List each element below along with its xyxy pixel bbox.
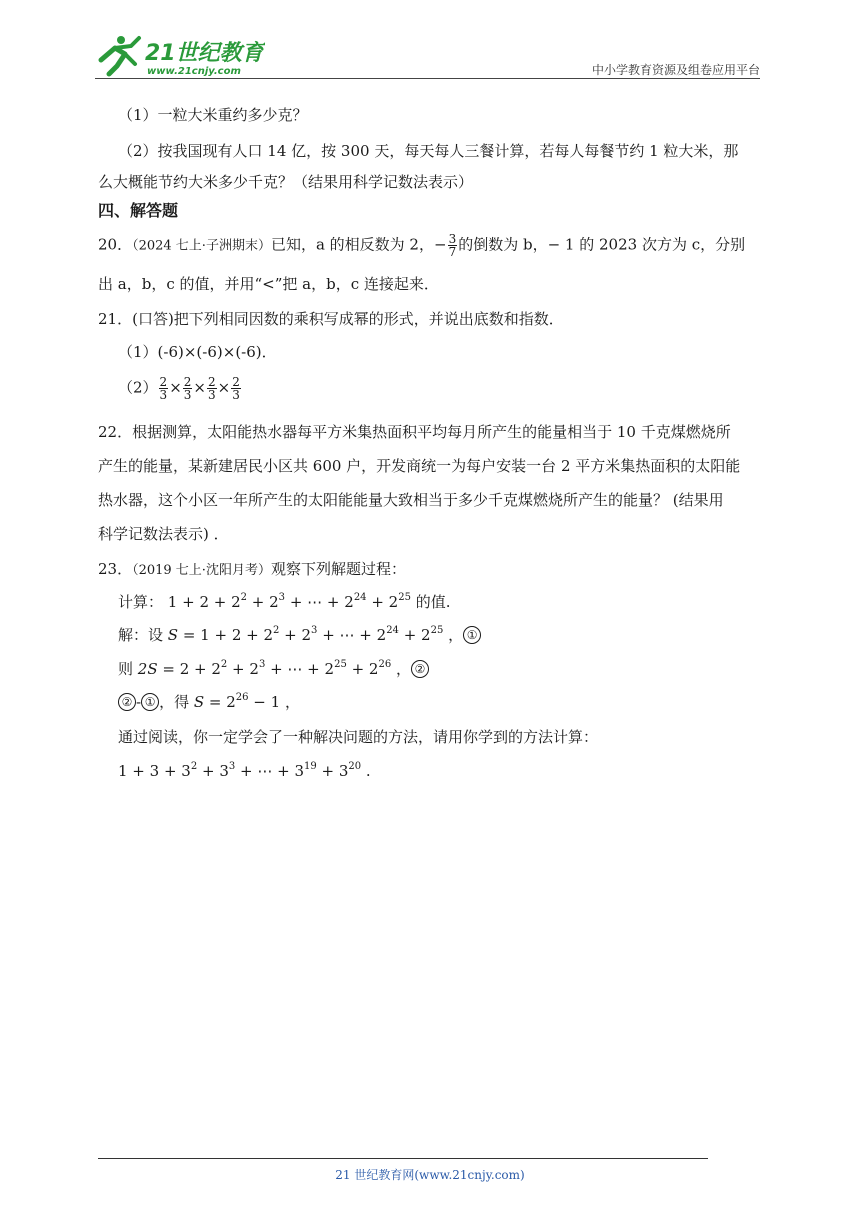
- q23-number: 23．: [98, 560, 133, 578]
- solution-expression: $S = 1 + 2 + 2^2 + 2^3$ + ⋯ + $2^{24} + 2^{25}$: [167, 625, 444, 644]
- q21-frac-4: $\frac{2}{3}$: [232, 375, 240, 402]
- q23-source: （2019 七上·沈阳月考）: [132, 563, 271, 578]
- separator: ，: [443, 626, 464, 644]
- solution-label: 解：设: [118, 626, 168, 644]
- separator: ，: [391, 660, 411, 678]
- q23-intro: 观察下列解题过程：: [270, 560, 406, 578]
- footer-divider: [98, 1158, 708, 1159]
- q20-line2: 出 a，b，c 的值，并用“<”把 a，b，c 连接起来．: [98, 275, 439, 293]
- times-sign: ×: [193, 378, 206, 397]
- q21-part1-label: （1）: [118, 343, 158, 361]
- circle-one: ①: [141, 693, 159, 711]
- q20-source: （2024 七上·子洲期末）: [132, 238, 271, 254]
- q21-part1-expr: (-6)×(-6)×(-6)．: [157, 343, 277, 361]
- q20-frac-sign: −: [433, 235, 447, 254]
- calc-suffix: 的值.: [410, 593, 451, 611]
- q21-frac-2: $\frac{2}{3}$: [183, 375, 192, 402]
- q20-neg-one: − 1: [547, 235, 575, 254]
- q23-line1: [98, 559, 406, 581]
- q22-line2: 产生的能量，某新建居民小区共 600 户，开发商统一为每户安装一台 2 平方米集热面积的太阳能: [98, 457, 741, 475]
- section-title: 四、解答题: [98, 201, 179, 220]
- result-label: ，得: [159, 693, 194, 711]
- calc-expression: $1 + 2 + 2^2 + 2^3$ + ⋯ + $2^{24} + 2^{25}$: [167, 592, 411, 611]
- q21-frac-1: $\frac{2}{3}$: [159, 375, 168, 402]
- circle-two: ②: [411, 660, 429, 678]
- q19-part2-line1: （2）按我国现有人口 14 亿，按 300 天，每天每人三餐计算，若每人每餐节约 1 粒大米，那: [118, 142, 739, 160]
- q23-calc-line: [118, 592, 450, 612]
- circle-one: ①: [463, 626, 481, 644]
- calc-label: 计算：: [118, 593, 164, 611]
- q23-solution-line: [118, 625, 481, 645]
- times-sign: ×: [169, 378, 182, 397]
- q20-text-b: 的倒数为 b，: [458, 235, 548, 254]
- q22-line1: 22．根据测算，太阳能热水器每平方米集热面积平均每月所产生的能量相当于 10 千克煤燃烧所: [98, 423, 731, 441]
- circle-two: ②: [118, 693, 136, 711]
- q21-part2: [118, 376, 242, 401]
- q22-line4: 科学记数法表示) ．: [98, 525, 229, 543]
- logo-url: www.21cnjy.com: [147, 66, 241, 77]
- page-header: [95, 30, 760, 78]
- q23-reading: 通过阅读，你一定学会了一种解决问题的方法，请用你学到的方法计算：: [118, 728, 599, 746]
- 21cnjy-logo: [95, 30, 265, 78]
- then-expression: $2S = 2 + 2^2 + 2^3$ + ⋯ + $2^{25} + 2^{26}$: [137, 659, 392, 678]
- then-label: 则: [118, 660, 138, 678]
- q19-part1: （1）一粒大米重约多少克？: [118, 106, 308, 124]
- result-expression: $S = 2^{26} - 1$ ，: [193, 692, 300, 711]
- q21-part1: [118, 342, 277, 362]
- q23-then-line: [118, 659, 429, 679]
- q21-part2-label: （2）: [118, 378, 158, 397]
- q23-step3-line: [118, 692, 300, 712]
- footer-text: 21 世纪教育网(www.21cnjy.com): [335, 1168, 525, 1182]
- q20-text-a: 已知，a 的相反数为 2，: [270, 235, 434, 254]
- q21-line1: 21．(口答)把下列相同因数的乘积写成幂的形式，并说出底数和指数．: [98, 310, 564, 328]
- q20-line1: [98, 233, 745, 258]
- times-sign: ×: [217, 378, 231, 397]
- minus-sign: -: [136, 693, 142, 711]
- q21-frac-3: $\frac{2}{3}$: [207, 375, 216, 402]
- q23-final-expression: $1 + 3 + 3^2 + 3^3$ + ⋯ + $3^{19} + 3^{20}$ .: [118, 761, 371, 780]
- header-divider: [95, 78, 760, 79]
- q20-fraction: $\frac{3}{7}$: [448, 232, 457, 259]
- header-platform-text: 中小学教育资源及组卷应用平台: [591, 63, 760, 77]
- q22-line3: 热水器，这个小区一年所产生的太阳能能量大致相当于多少千克煤燃烧所产生的能量？ (结果用: [98, 491, 724, 509]
- q19-part2-line2: 么大概能节约大米多少千克？（结果用科学记数法表示）: [98, 173, 474, 191]
- logo-title: 21世纪教育: [145, 41, 264, 66]
- q20-text-c: 的 2023 次方为 c，分别: [574, 235, 746, 254]
- q20-number: 20．: [98, 235, 133, 254]
